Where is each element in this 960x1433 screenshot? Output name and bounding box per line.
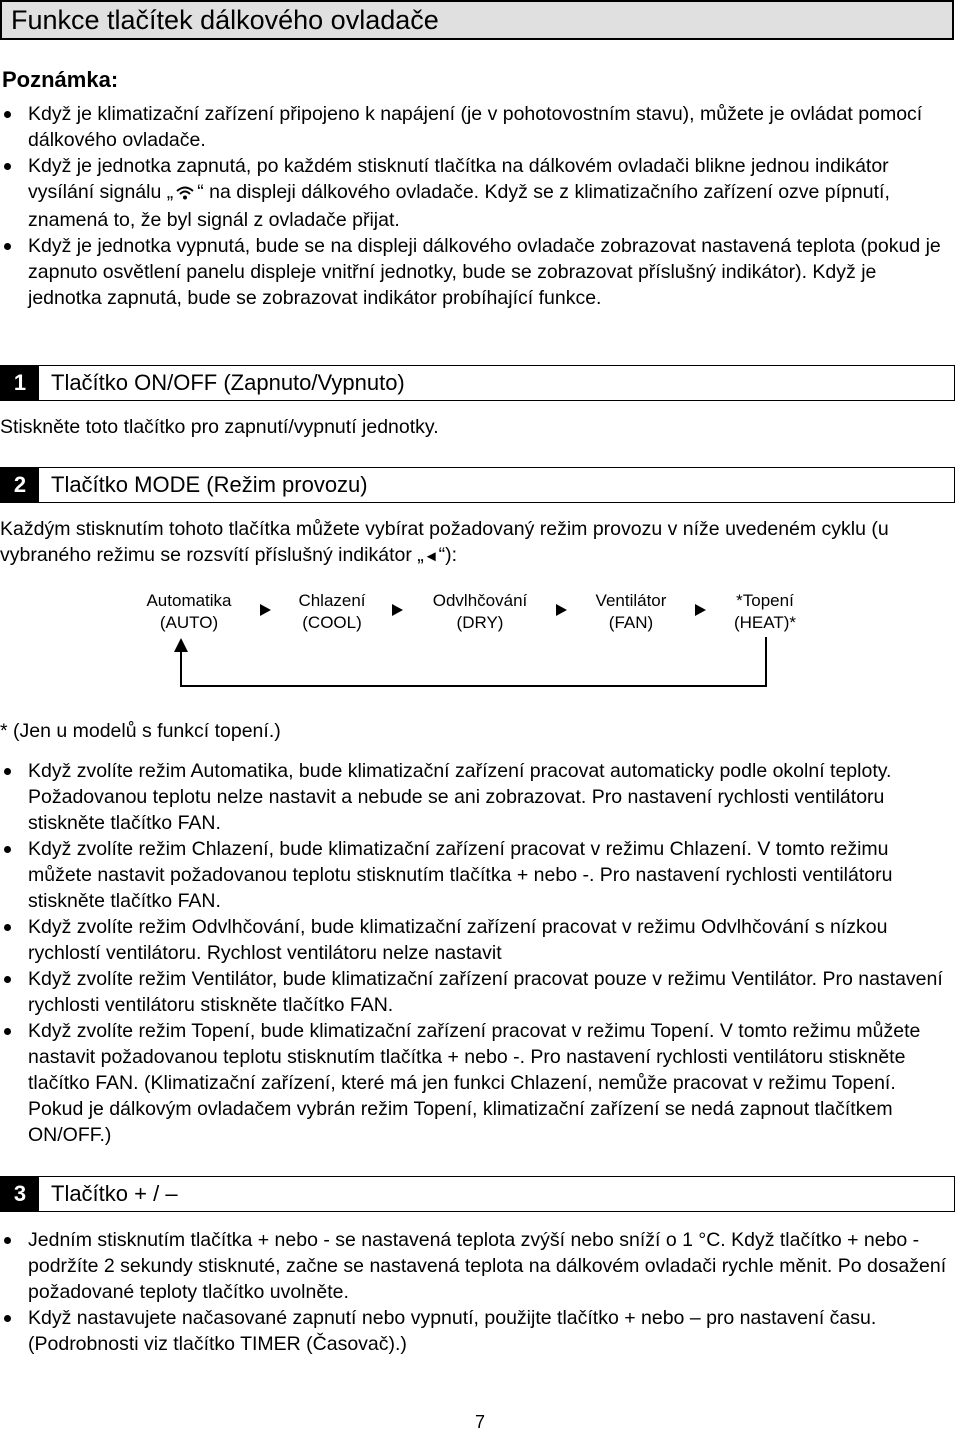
mode-code: (COOL) bbox=[302, 613, 362, 632]
mode-list bbox=[0, 758, 955, 1148]
mode-name: Chlazení bbox=[298, 591, 366, 610]
list-item: Jedním stisknutím tlačítka + nebo - se nastavená teplota zvýší nebo sníží o 1 °C. Když tlačítko + nebo - podržíte 2 sekundy stisknuté, začne se nastavená teplota na dálkovém ovladači rychle měnit. Po dosažení požadované teploty tlačítko uvolněte. bbox=[0, 1227, 955, 1305]
list-item: Když zvolíte režim Odvlhčování, bude klimatizační zařízení pracovat v režimu Odvlhčování s nízkou rychlostí ventilátoru. Rychlost ventilátoru nelze nastavit bbox=[0, 914, 955, 966]
mode-code: (AUTO) bbox=[159, 613, 219, 632]
page-title: Funkce tlačítek dálkového ovladače bbox=[0, 0, 954, 40]
mode-indicator-icon: ◄ bbox=[423, 548, 439, 565]
mode-code: (HEAT)* bbox=[733, 613, 796, 632]
list-item: Když je klimatizační zařízení připojeno k napájení (je v pohotovostním stavu), můžete je ovládat pomocí dálkového ovladače. bbox=[0, 101, 955, 153]
page-number: 7 bbox=[474, 1412, 485, 1432]
note-heading: Poznámka: bbox=[2, 67, 119, 92]
section-number: 1 bbox=[1, 366, 39, 400]
intro-text-end: “): bbox=[438, 544, 458, 566]
mode-name: *Topení bbox=[736, 591, 794, 610]
section-number: 2 bbox=[1, 468, 39, 502]
section-on-off-text: Stiskněte toto tlačítko pro zapnutí/vypnutí jednotky. bbox=[0, 416, 439, 438]
list-item: Když zvolíte režim Automatika, bude klimatizační zařízení pracovat automaticky podle okolní teploty. Požadovanou teplotu nelze nastavit a nebude se ani zobrazovat. Pro nastavení rychlosti ventilátoru stiskněte tlačítko FAN. bbox=[0, 758, 955, 836]
note-text-after-icon: “ na displeji dálkového ovladače. Když se z klimatizačního zařízení ozve pípnutí, znamená to, že byl signál z ovladače přijat. bbox=[28, 181, 890, 231]
list-item: Když je jednotka vypnutá, bude se na displeji dálkového ovladače zobrazovat nastavená teplota (pokud je zapnuto osvětlení panelu displeje vnitřní jednotky, bude se zobrazovat příslušný indikátor). Když je jednotka zapnutá, bude se zobrazovat indikátor probíhající funkce. bbox=[0, 233, 955, 311]
section-title: Tlačítko MODE (Režim provozu) bbox=[51, 472, 368, 497]
section-title: Tlačítko + / – bbox=[51, 1181, 178, 1206]
mode-name: Automatika bbox=[146, 591, 232, 610]
list-item: Když zvolíte režim Chlazení, bude klimatizační zařízení pracovat v režimu Chlazení. V tomto režimu můžete nastavit požadovanou teplotu stisknutím tlačítka + nebo -. Pro nastavení rychlosti ventilátoru stiskněte tlačítko FAN. bbox=[0, 836, 955, 914]
mode-code: (DRY) bbox=[456, 613, 504, 632]
section-header-plus-minus bbox=[0, 1176, 955, 1212]
note-text-before-icon: Když je jednotka zapnutá, po každém stisknutí tlačítka na dálkovém ovladači blikne jednou indikátor vysílání signálu „ bbox=[28, 155, 889, 203]
section-title: Tlačítko ON/OFF (Zapnuto/Vypnuto) bbox=[51, 370, 405, 395]
mode-code: (FAN) bbox=[608, 613, 654, 632]
list-item: Když zvolíte režim Topení, bude klimatizační zařízení pracovat v režimu Topení. V tomto režimu můžete nastavit požadovanou teplotu stisknutím tlačítka + nebo -. Pro nastavení rychlosti ventilátoru stiskněte tlačítko FAN. (Klimatizační zařízení, které má jen funkci Chlazení, nemůže pracovat v režimu Topení. Pokud je dálkovým ovladačem vybrán režim Topení, klimatizační zařízení se nedá zapnout tlačítkem ON/OFF.) bbox=[0, 1018, 955, 1148]
intro-text: Každým stisknutím tohoto tlačítka můžete vybírat požadovaný režim provozu v níže uvedeném cyklu (u vybraného režimu se rozsvítí příslušný indikátor „ bbox=[0, 518, 889, 566]
plus-minus-list bbox=[0, 1227, 955, 1357]
list-item: Když zvolíte režim Ventilátor, bude klimatizační zařízení pracovat pouze v režimu Ventilátor. Pro nastavení rychlosti ventilátoru stiskněte tlačítko FAN. bbox=[0, 966, 955, 1018]
section-number: 3 bbox=[1, 1177, 39, 1211]
mode-name: Ventilátor bbox=[595, 591, 667, 610]
list-item: Když nastavujete načasované zapnutí nebo vypnutí, použijte tlačítko + nebo – pro nastavení času. (Podrobnosti viz tlačítko TIMER (Časovač).) bbox=[0, 1305, 955, 1357]
mode-name: Odvlhčování bbox=[432, 591, 528, 610]
heating-footnote: * (Jen u modelů s funkcí topení.) bbox=[0, 720, 281, 742]
